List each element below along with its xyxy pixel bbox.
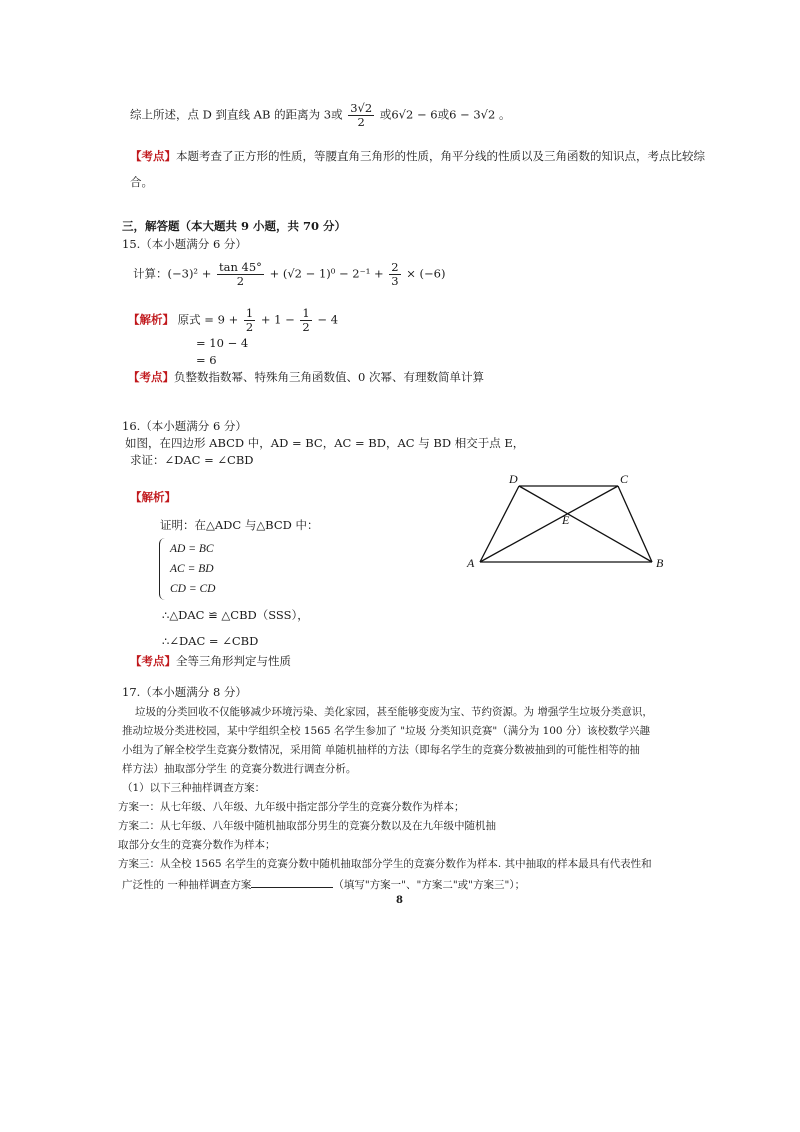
q17-p10-options: （填写"方案一"、"方案二"或"方案三"）； bbox=[333, 879, 526, 891]
half-fraction-2 bbox=[300, 307, 311, 334]
half-denominator: 2 bbox=[302, 320, 310, 334]
q17-p10 bbox=[122, 875, 525, 893]
diagonal-BD bbox=[519, 486, 652, 562]
tan-denominator: 2 bbox=[236, 274, 245, 288]
q16-proof-intro: 证明：在△ADC 与△BCD 中： bbox=[160, 518, 319, 532]
two-thirds-denominator: 3 bbox=[391, 274, 399, 288]
half-numerator: 1 bbox=[245, 306, 254, 320]
fraction-denominator: 2 bbox=[357, 115, 365, 129]
q15-kaodian bbox=[128, 369, 484, 385]
kaodian-tag: 【考点】 bbox=[130, 654, 176, 668]
summary-suffix: 或6√2 − 6或6 − 3√2 。 bbox=[379, 107, 511, 122]
side-BC bbox=[618, 486, 652, 562]
two-thirds-numerator: 2 bbox=[391, 260, 399, 274]
jiexi-tag: 【解析】 bbox=[128, 312, 174, 327]
q16-line2: 求证：∠DAC = ∠CBD bbox=[130, 453, 254, 467]
q15-calc-suffix: × (−6) bbox=[406, 266, 446, 281]
q15-solution bbox=[128, 307, 338, 334]
q17-p7: 方案二：从七年级、八年级中随机抽取部分男生的竞赛分数以及在九年级中随机抽 bbox=[118, 820, 496, 832]
q17-p2: 推动垃圾分类进校园，某中学组织全校 1565 名学生参加了 "垃圾 分类知识竞赛"（满分为 100 分）该校数学兴趣 bbox=[122, 725, 650, 737]
jiexi-tag: 【解析】 bbox=[130, 490, 176, 504]
half-denominator: 2 bbox=[245, 320, 254, 334]
q16-header: 16.（本小题满分 6 分） bbox=[122, 419, 247, 433]
two-thirds-fraction bbox=[389, 261, 400, 288]
tan-fraction bbox=[217, 261, 264, 288]
equation-brace bbox=[159, 538, 168, 600]
summary-prefix: 综上所述，点 D 到直线 AB 的距离为 3或 bbox=[130, 107, 343, 122]
q17-header: 17.（本小题满分 8 分） bbox=[122, 685, 247, 699]
q17-p10-text: 广泛性的 一种抽样调查方案 bbox=[122, 879, 252, 891]
half-numerator: 1 bbox=[302, 306, 310, 320]
fraction-numerator: 3√2 bbox=[350, 101, 373, 115]
summary-line bbox=[130, 102, 510, 129]
kaodian-tag: 【考点】 bbox=[130, 149, 176, 163]
q17-p4: 样方法）抽取部分学生 的竞赛分数进行调查分析。 bbox=[122, 763, 357, 775]
q16-concl-2: ∴∠DAC = ∠CBD bbox=[162, 634, 259, 648]
kaodian-note-1-line2: 合。 bbox=[130, 175, 153, 189]
summary-fraction bbox=[348, 102, 374, 129]
kaodian-text: 本题考查了正方形的性质，等腰直角三角形的性质，角平分线的性质以及三角函数的知识点，考点比较综 bbox=[176, 149, 705, 163]
half-fraction-1 bbox=[244, 307, 255, 334]
q17-p5: （1）以下三种抽样调查方案： bbox=[122, 782, 266, 794]
answer-blank[interactable] bbox=[251, 875, 333, 888]
q15-calc bbox=[133, 261, 445, 288]
q17-p6: 方案一：从七年级、八年级、九年级中指定部分学生的竞赛分数作为样本； bbox=[118, 801, 465, 813]
q15-header: 15.（本小题满分 6 分） bbox=[122, 237, 247, 251]
q17-p9: 方案三：从全校 1565 名学生的竞赛分数中随机抽取部分学生的竞赛分数作为样本. 其中抽取的样本最具有代表性和 bbox=[118, 858, 652, 870]
page-number: 8 bbox=[396, 895, 403, 906]
kaodian-tag: 【考点】 bbox=[128, 370, 174, 384]
q16-kaodian bbox=[130, 653, 291, 669]
section-title: 三，解答题（本大题共 9 小题，共 70 分） bbox=[122, 219, 347, 233]
q15-sol-line2: = 10 − 4 bbox=[196, 336, 249, 350]
q16-kaodian-text: 全等三角形判定与性质 bbox=[176, 654, 291, 668]
q15-kaodian-text: 负整数指数幂、特殊角三角函数值、0 次幂、有理数简单计算 bbox=[174, 370, 484, 384]
q16-jiexi bbox=[130, 489, 176, 505]
tan-numerator: tan 45° bbox=[218, 260, 262, 274]
label-A: A bbox=[467, 556, 475, 570]
q16-concl-1: ∴△DAC ≌ △CBD（SSS）， bbox=[162, 608, 309, 622]
label-D: D bbox=[509, 472, 518, 486]
q17-p3: 小组为了解全校学生竞赛分数情况，采用简 单随机抽样的方法（即每名学生的竞赛分数被抽到的可能性相等的抽 bbox=[122, 744, 640, 756]
trapezoid-figure bbox=[462, 470, 672, 580]
q16-line1: 如图，在四边形 ABCD 中，AD = BC，AC = BD，AC 与 BD 相交于点 E， bbox=[125, 436, 525, 450]
q17-p1: 垃圾的分类回收不仅能够减少环境污染、美化家园，甚至能够变废为宝、节约资源。为 增强学生垃圾分类意识， bbox=[135, 706, 653, 718]
q16-sys-1: AD = BC bbox=[170, 543, 214, 555]
q15-sol-prefix: 原式 = 9 + bbox=[177, 312, 239, 327]
kaodian-note-1 bbox=[130, 148, 705, 164]
q15-calc-mid: + (√2 − 1)⁰ − 2⁻¹ + bbox=[269, 266, 384, 281]
q15-sol-line3: = 6 bbox=[196, 353, 217, 367]
q15-calc-prefix: 计算：(−3)² + bbox=[133, 266, 212, 281]
diagonal-AC bbox=[480, 486, 618, 562]
q16-sys-3: CD = CD bbox=[170, 583, 216, 595]
q15-sol-suffix: − 4 bbox=[317, 312, 339, 327]
q17-p8: 取部分女生的竞赛分数作为样本； bbox=[118, 839, 276, 851]
label-E: E bbox=[562, 513, 570, 527]
label-B: B bbox=[656, 556, 664, 570]
label-C: C bbox=[620, 472, 629, 486]
q16-sys-2: AC = BD bbox=[170, 563, 214, 575]
q15-sol-mid: + 1 − bbox=[260, 312, 295, 327]
